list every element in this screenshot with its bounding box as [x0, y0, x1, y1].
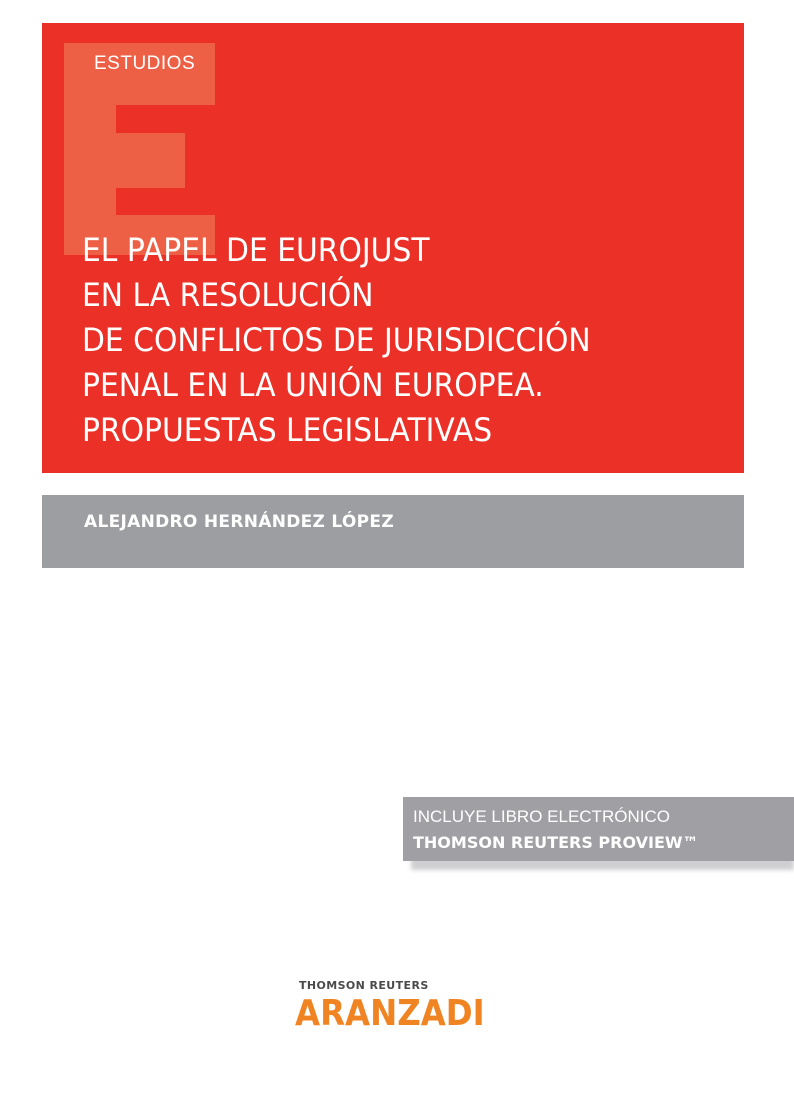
ebook-badge-line1: INCLUYE LIBRO ELECTRÓNICO: [413, 807, 670, 826]
publisher-logo: ARANZADI: [295, 993, 485, 1034]
title-line: EN LA RESOLUCIÓN: [82, 276, 374, 314]
title-line: PROPUESTAS LEGISLATIVAS: [82, 411, 493, 449]
book-title: [82, 228, 687, 453]
ebook-badge-line2: THOMSON REUTERS PROVIEW™: [413, 833, 699, 852]
collection-label: ESTUDIOS: [94, 53, 196, 74]
title-line: PENAL EN LA UNIÓN EUROPEA.: [82, 366, 544, 404]
title-line: DE CONFLICTOS DE JURISDICCIÓN: [82, 321, 591, 359]
ebook-badge: [403, 797, 794, 861]
title-line: EL PAPEL DE EUROJUST: [82, 231, 430, 269]
author-band: [42, 495, 744, 568]
title-panel: [42, 23, 744, 473]
author-name: ALEJANDRO HERNÁNDEZ LÓPEZ: [84, 512, 394, 532]
publisher-parent: THOMSON REUTERS: [299, 979, 429, 992]
